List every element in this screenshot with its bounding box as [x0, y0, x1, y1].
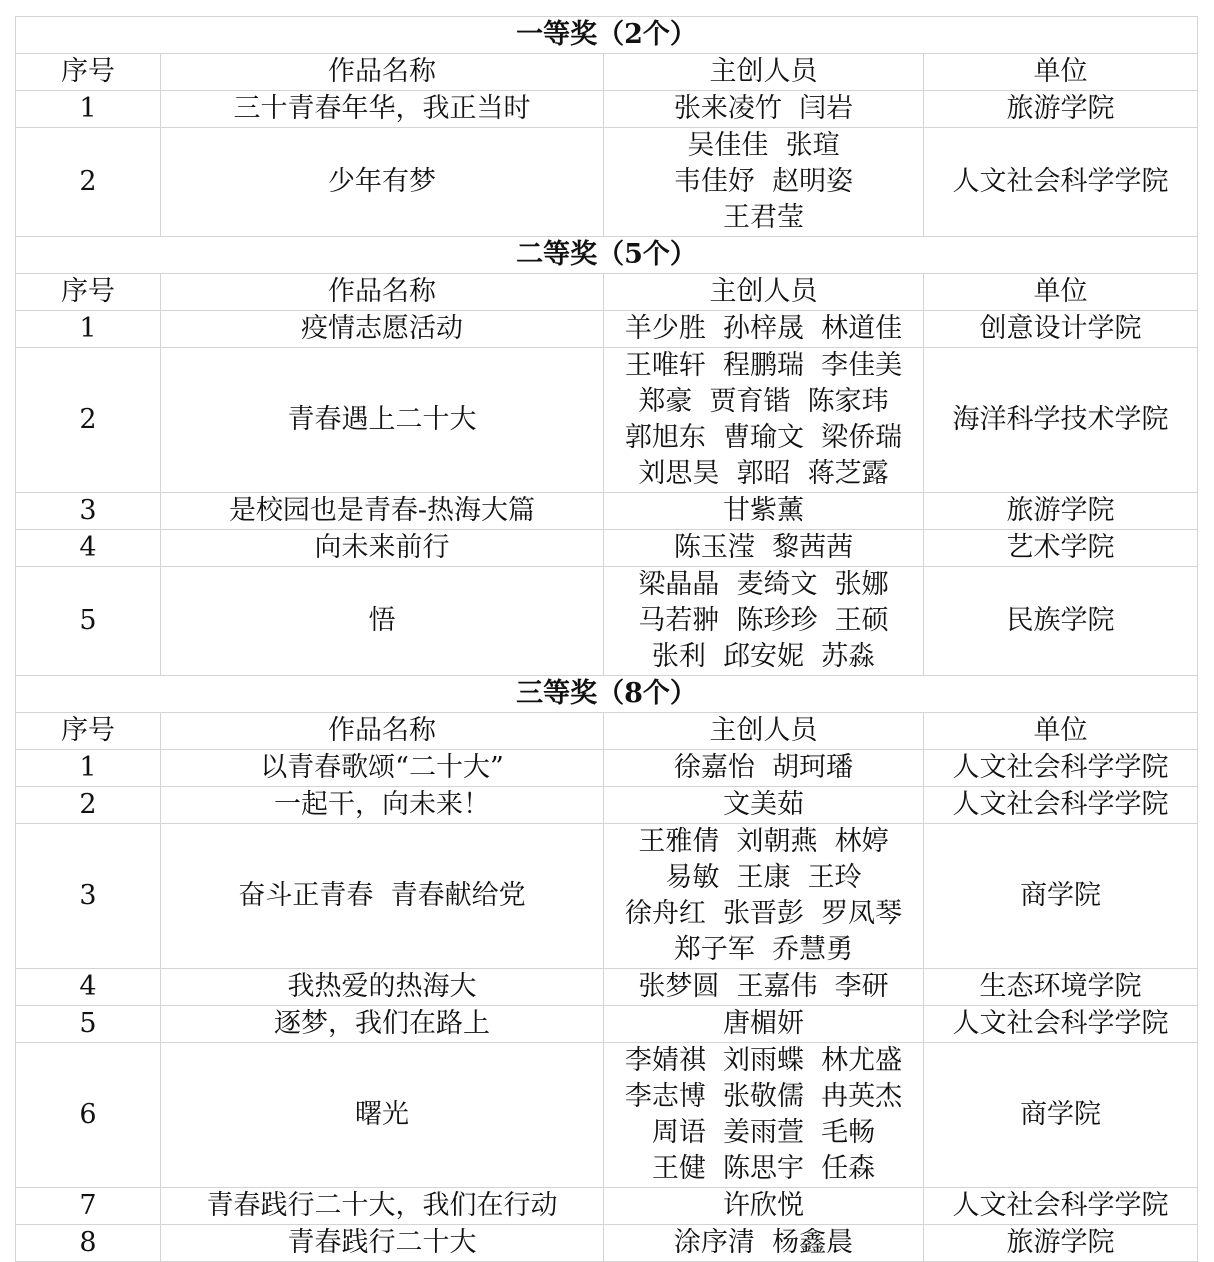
cell-members [604, 348, 924, 493]
table-row [16, 1225, 1198, 1262]
column-header: 序号 [16, 274, 161, 311]
cell-work-title: 少年有梦 [161, 128, 604, 237]
cell-number: 2 [16, 787, 161, 824]
cell-number: 1 [16, 750, 161, 787]
cell-unit: 旅游学院 [924, 493, 1198, 530]
cell-unit: 生态环境学院 [924, 969, 1198, 1006]
cell-members [604, 1188, 924, 1225]
cell-unit: 人文社会科学学院 [924, 787, 1198, 824]
table-row [16, 1043, 1198, 1188]
cell-number: 1 [16, 91, 161, 128]
member-line: 王健 陈思宇 任森 [651, 1153, 876, 1184]
cell-number: 8 [16, 1225, 161, 1262]
cell-unit: 人文社会科学学院 [924, 750, 1198, 787]
member-line: 张利 邱安妮 苏淼 [651, 641, 876, 672]
member-line: 唐楣妍 [723, 1008, 804, 1039]
section-title: 一等奖（2个） [16, 17, 1198, 54]
cell-number: 2 [16, 128, 161, 237]
cell-members [604, 969, 924, 1006]
section-title-row [16, 676, 1198, 713]
section-title-row [16, 17, 1198, 54]
table-row [16, 91, 1198, 128]
awards-table [15, 16, 1198, 1262]
cell-work-title: 青春践行二十大 [161, 1225, 604, 1262]
cell-number: 5 [16, 567, 161, 676]
table-row [16, 493, 1198, 530]
cell-work-title: 逐梦，我们在路上 [161, 1006, 604, 1043]
cell-unit: 旅游学院 [924, 91, 1198, 128]
cell-work-title: 悟 [161, 567, 604, 676]
cell-members [604, 530, 924, 567]
column-header: 作品名称 [161, 54, 604, 91]
cell-number: 6 [16, 1043, 161, 1188]
cell-number: 1 [16, 311, 161, 348]
cell-members [604, 1006, 924, 1043]
cell-work-title: 青春遇上二十大 [161, 348, 604, 493]
header-row [16, 274, 1198, 311]
member-line: 易敏 王康 王玲 [665, 862, 862, 893]
cell-work-title: 以青春歌颂“二十大” [161, 750, 604, 787]
cell-work-title: 奋斗正青春 青春献给党 [161, 824, 604, 969]
cell-work-title: 三十青春年华，我正当时 [161, 91, 604, 128]
member-line: 郭旭东 曹瑜文 梁侨瑞 [624, 422, 903, 453]
cell-work-title: 我热爱的热海大 [161, 969, 604, 1006]
cell-members [604, 824, 924, 969]
table-row [16, 750, 1198, 787]
cell-unit: 商学院 [924, 824, 1198, 969]
cell-number: 3 [16, 824, 161, 969]
cell-unit: 人文社会科学学院 [924, 1006, 1198, 1043]
member-line: 韦佳妤 赵明姿 [673, 166, 854, 197]
member-line: 陈玉滢 黎茜茜 [673, 532, 854, 563]
header-row [16, 54, 1198, 91]
cell-number: 5 [16, 1006, 161, 1043]
cell-number: 2 [16, 348, 161, 493]
member-line: 甘紫薰 [723, 495, 804, 526]
cell-members [604, 311, 924, 348]
cell-members [604, 1225, 924, 1262]
cell-work-title: 青春践行二十大，我们在行动 [161, 1188, 604, 1225]
cell-unit: 商学院 [924, 1043, 1198, 1188]
member-line: 张来凌竹 闫岩 [673, 93, 854, 124]
section-title-row [16, 237, 1198, 274]
cell-unit: 人文社会科学学院 [924, 1188, 1198, 1225]
column-header: 单位 [924, 274, 1198, 311]
cell-number: 7 [16, 1188, 161, 1225]
member-line: 吴佳佳 张瑄 [687, 130, 840, 161]
table-row [16, 567, 1198, 676]
member-line: 马若翀 陈珍珍 王硕 [638, 605, 889, 636]
column-header: 单位 [924, 713, 1198, 750]
member-line: 文美茹 [723, 789, 804, 820]
table-row [16, 1188, 1198, 1225]
member-line: 王唯轩 程鹏瑞 李佳美 [624, 350, 903, 381]
member-line: 王君莹 [723, 202, 804, 233]
member-line: 郑豪 贾育锴 陈家玮 [638, 386, 889, 417]
member-line: 李婧祺 刘雨蝶 林尤盛 [624, 1045, 903, 1076]
column-header: 作品名称 [161, 274, 604, 311]
member-line: 涂序清 杨鑫晨 [673, 1227, 854, 1258]
cell-work-title: 向未来前行 [161, 530, 604, 567]
table-row [16, 1006, 1198, 1043]
cell-unit: 创意设计学院 [924, 311, 1198, 348]
column-header: 序号 [16, 713, 161, 750]
table-row [16, 787, 1198, 824]
member-line: 徐舟红 张晋彭 罗凤琴 [624, 898, 903, 929]
member-line: 刘思昊 郭昭 蒋芝露 [638, 458, 889, 489]
cell-members [604, 1043, 924, 1188]
cell-number: 4 [16, 969, 161, 1006]
cell-unit: 旅游学院 [924, 1225, 1198, 1262]
cell-members [604, 91, 924, 128]
cell-work-title: 一起干，向未来！ [161, 787, 604, 824]
cell-unit: 艺术学院 [924, 530, 1198, 567]
member-line: 张梦圆 王嘉伟 李研 [638, 971, 889, 1002]
column-header: 单位 [924, 54, 1198, 91]
member-line: 王雅倩 刘朝燕 林婷 [638, 826, 889, 857]
section-title: 三等奖（8个） [16, 676, 1198, 713]
header-row [16, 713, 1198, 750]
member-line: 羊少胜 孙梓晟 林道佳 [624, 313, 903, 344]
cell-members [604, 128, 924, 237]
member-line: 梁晶晶 麦绮文 张娜 [638, 569, 889, 600]
member-line: 许欣悦 [723, 1190, 804, 1221]
table-row [16, 969, 1198, 1006]
column-header: 主创人员 [604, 54, 924, 91]
column-header: 作品名称 [161, 713, 604, 750]
column-header: 主创人员 [604, 713, 924, 750]
cell-members [604, 750, 924, 787]
table-row [16, 128, 1198, 237]
cell-members [604, 493, 924, 530]
member-line: 周语 姜雨萱 毛畅 [651, 1117, 876, 1148]
cell-unit: 海洋科学技术学院 [924, 348, 1198, 493]
cell-unit: 人文社会科学学院 [924, 128, 1198, 237]
column-header: 主创人员 [604, 274, 924, 311]
table-row [16, 824, 1198, 969]
cell-number: 3 [16, 493, 161, 530]
table-row [16, 348, 1198, 493]
member-line: 郑子军 乔慧勇 [673, 934, 854, 965]
table-row [16, 530, 1198, 567]
cell-work-title: 疫情志愿活动 [161, 311, 604, 348]
cell-unit: 民族学院 [924, 567, 1198, 676]
member-line: 徐嘉怡 胡珂璠 [673, 752, 854, 783]
section-title: 二等奖（5个） [16, 237, 1198, 274]
cell-number: 4 [16, 530, 161, 567]
member-line: 李志博 张敬儒 冉英杰 [624, 1081, 903, 1112]
cell-members [604, 567, 924, 676]
table-row [16, 311, 1198, 348]
cell-work-title: 曙光 [161, 1043, 604, 1188]
column-header: 序号 [16, 54, 161, 91]
cell-work-title: 是校园也是青春-热海大篇 [161, 493, 604, 530]
cell-members [604, 787, 924, 824]
